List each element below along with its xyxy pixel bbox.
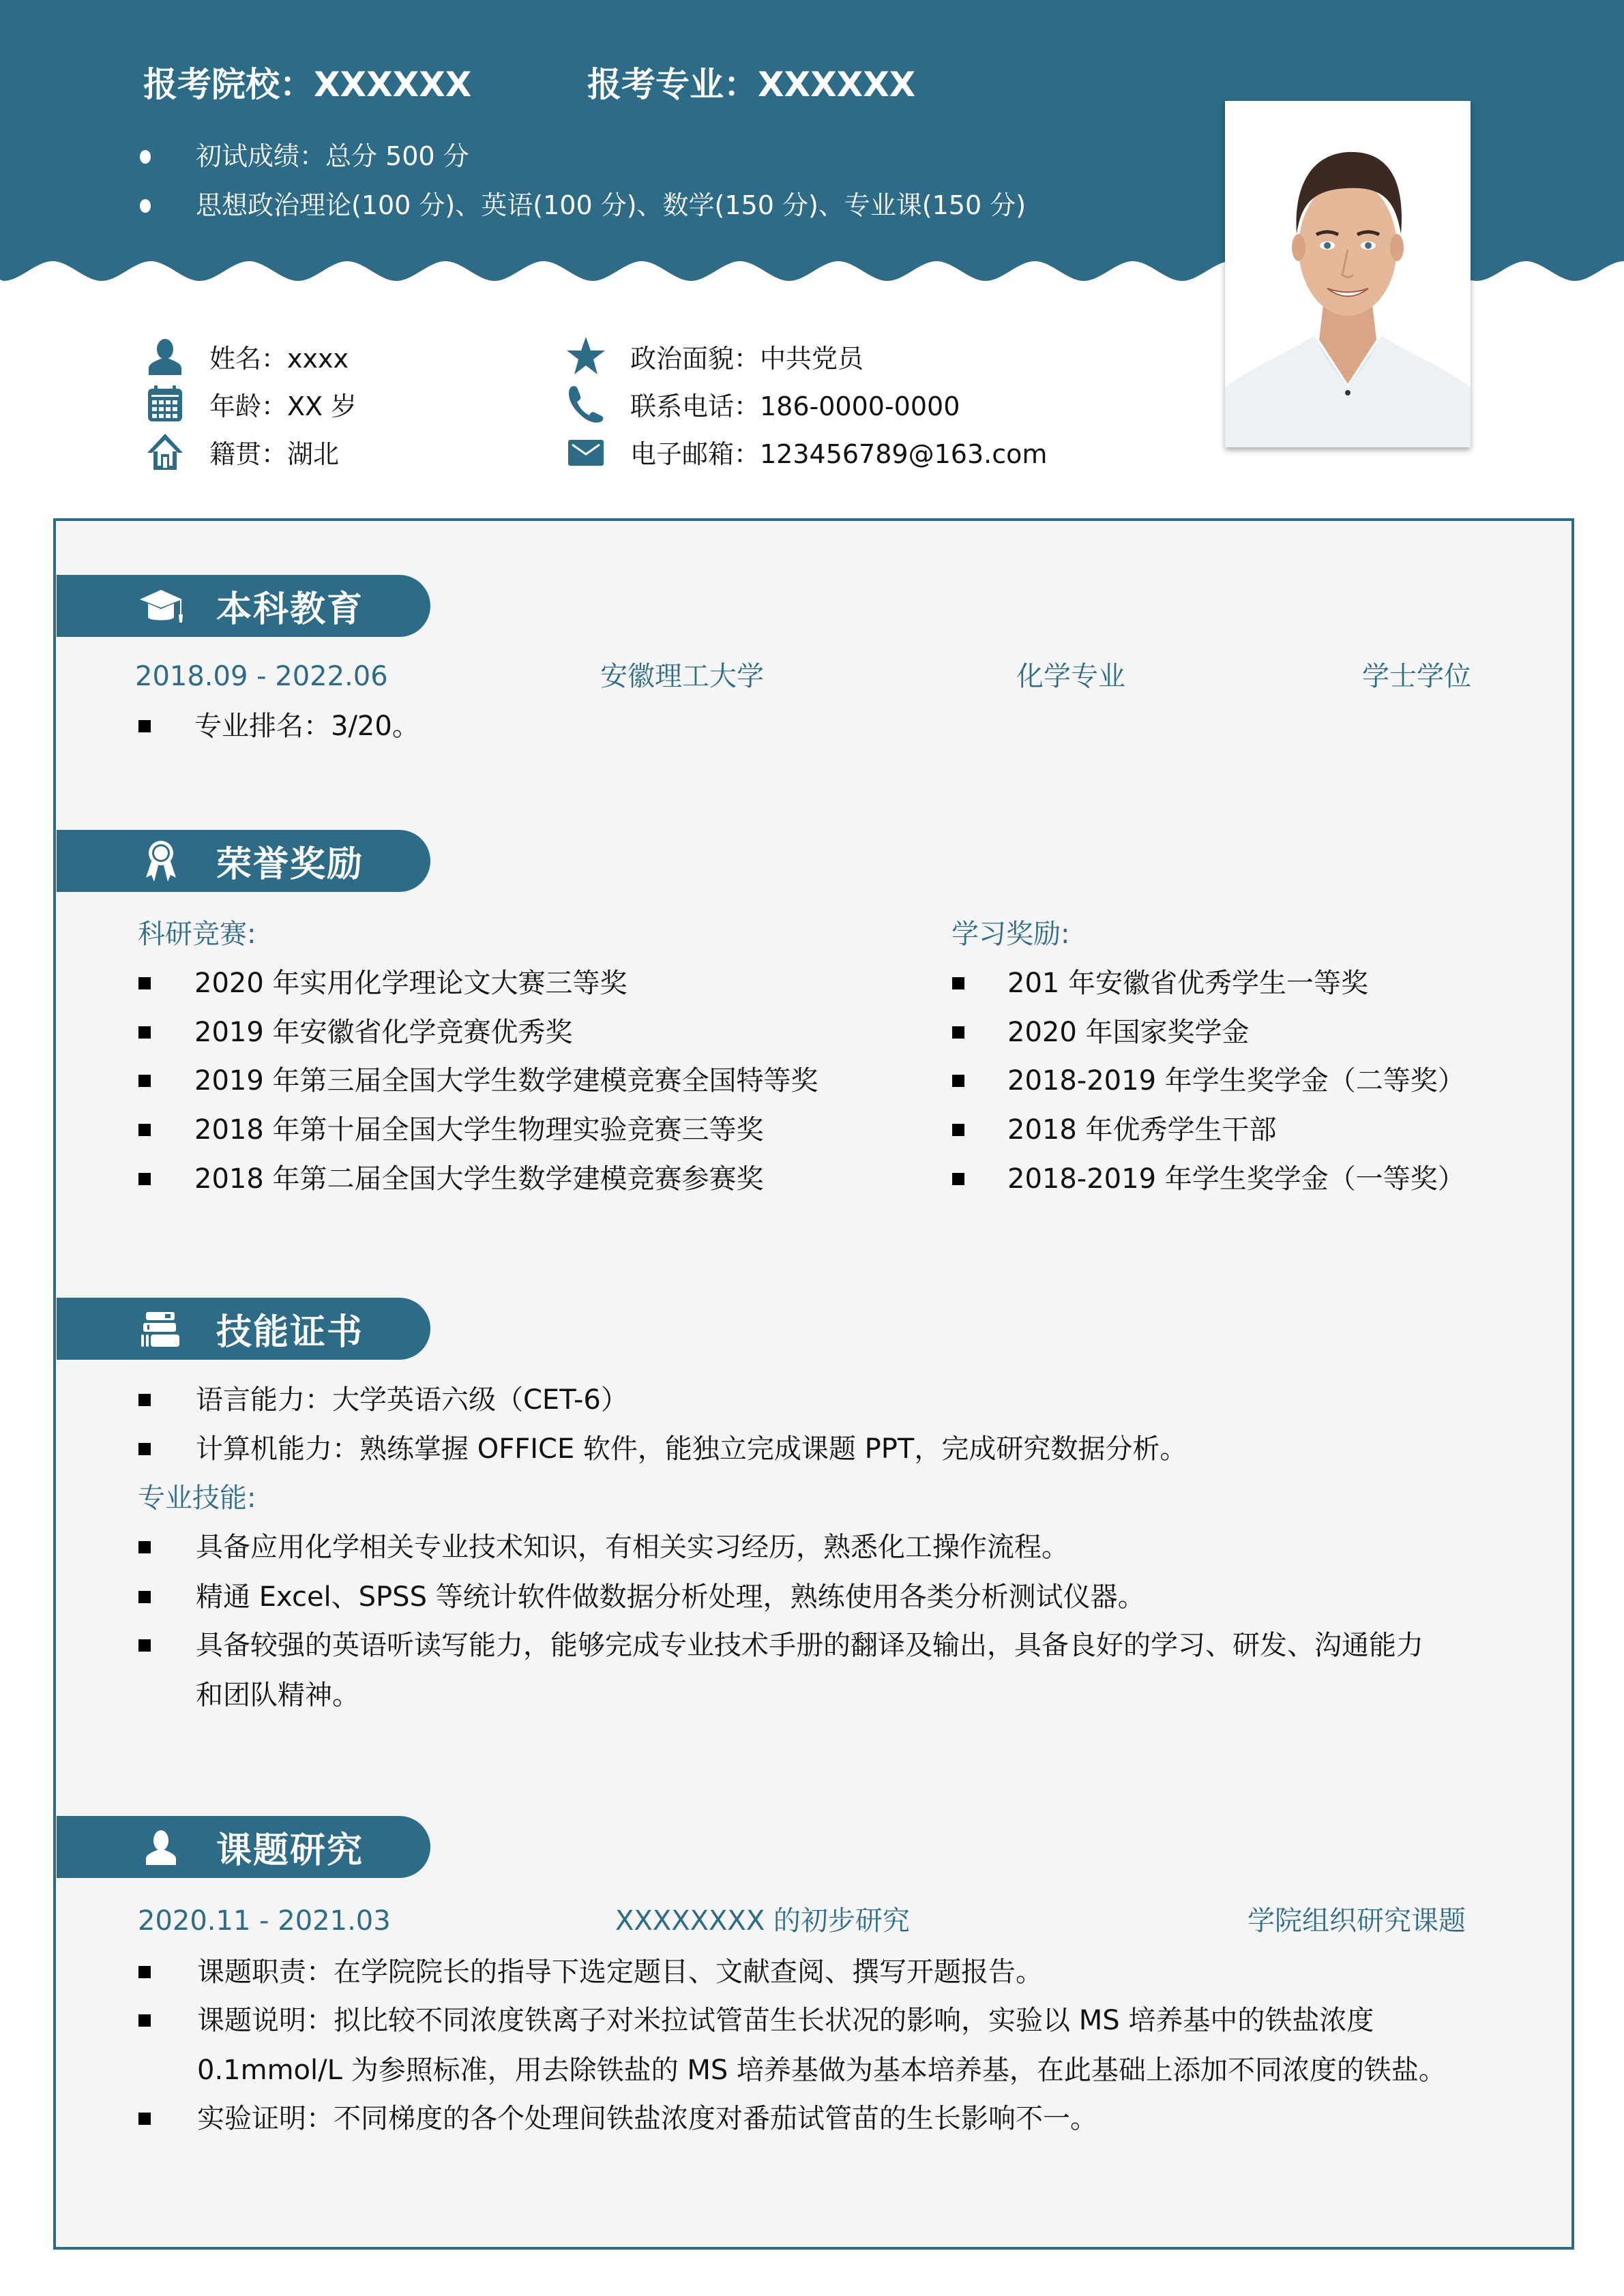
info-email-text: 电子邮箱：123456789@163.com [630,438,1048,469]
section-title-research: 课题研究 [216,1830,364,1871]
research-type: 学院组织研究课题 [1247,1905,1466,1937]
square-bullet-icon [952,1124,964,1136]
bullet-dot [140,150,151,164]
square-bullet-icon [138,720,151,732]
star-icon [566,336,606,376]
square-bullet-icon [138,1124,151,1136]
phone-icon [566,384,606,423]
list-item: 2018 年优秀学生干部 [952,1111,1277,1149]
info-hometown-text: 籍贯：湖北 [209,438,340,469]
honors-right-label: 学习奖励: [951,919,1070,950]
target-major: 报考专业：XXXXXX [587,65,916,104]
list-item: 具备应用化学相关专业技术知识，有相关实习经历，熟悉化工操作流程。 [138,1528,1069,1566]
square-bullet-icon [138,2014,151,2027]
portrait-illustration [1225,101,1471,447]
square-bullet-icon [138,1591,151,1603]
square-bullet-icon [138,1026,151,1039]
list-item-continuation: 和团队精神。 [196,1680,359,1711]
list-item: 2020 年国家奖学金 [952,1013,1250,1052]
list-item: 实验证明：不同梯度的各个处理间铁盐浓度对番茄试管苗的生长影响不一。 [138,2100,1097,2138]
mail-icon [566,432,606,471]
honors-left-label: 科研竞赛: [138,919,256,950]
person-icon [137,1823,185,1871]
square-bullet-icon [138,1173,151,1185]
list-item: 计算机能力：熟练掌握 OFFICE 软件，能独立完成课题 PPT，完成研究数据分析。 [138,1430,1187,1468]
award-ribbon-icon [137,837,185,885]
header-bullet-subjects: 思想政治理论(100 分)、英语(100 分)、数学(150 分)、专业课(150 分) [196,190,1027,220]
square-bullet-icon [952,1026,964,1039]
section-header-honors [57,830,430,892]
research-date: 2020.11 - 2021.03 [138,1905,391,1937]
education-major: 化学专业 [1016,661,1125,692]
list-item: 2018-2019 年学生奖学金（二等奖） [952,1062,1465,1100]
square-bullet-icon [138,1394,151,1406]
section-header-skills [57,1298,430,1360]
education-bullet: 专业排名：3/20。 [138,707,419,745]
info-name-text: 姓名：xxxx [209,343,349,374]
list-item: 具备较强的英语听读写能力，能够完成专业技术手册的翻译及输出，具备良好的学习、研发、沟通能力 [138,1626,1423,1665]
square-bullet-icon [952,977,964,989]
square-bullet-icon [138,1639,151,1652]
info-phone-text: 联系电话：186-0000-0000 [630,391,960,421]
list-item: 2018 年第二届全国大学生数学建模竞赛参赛奖 [138,1160,764,1198]
square-bullet-icon [138,1966,151,1978]
section-title-skills: 技能证书 [216,1312,364,1353]
square-bullet-icon [138,2113,151,2125]
list-item: 2019 年安徽省化学竞赛优秀奖 [138,1013,573,1052]
graduation-cap-icon [137,582,185,630]
list-item: 2018 年第十届全国大学生物理实验竞赛三等奖 [138,1111,764,1149]
calendar-icon [145,384,185,423]
list-item: 课题职责：在学院院长的指导下选定题目、文献查阅、撰写开题报告。 [138,1953,1043,1991]
square-bullet-icon [952,1075,964,1087]
info-phone [566,383,960,424]
education-degree: 学士学位 [1362,661,1471,692]
section-title-honors: 荣誉奖励 [216,844,364,885]
list-item: 201 年安徽省优秀学生一等奖 [952,964,1368,1002]
list-item: 精通 Excel、SPSS 等统计软件做数据分析处理，熟练使用各类分析测试仪器。 [138,1578,1145,1616]
info-age [145,383,357,424]
bullet-dot [140,199,151,213]
square-bullet-icon [138,1075,151,1087]
info-email [566,431,1047,472]
square-bullet-icon [138,977,151,989]
info-age-text: 年龄：XX 岁 [209,391,357,421]
section-header-research [57,1816,430,1878]
research-topic: XXXXXXXX 的初步研究 [615,1905,910,1937]
list-item: 2020 年实用化学理论文大赛三等奖 [138,964,628,1002]
education-school: 安徽理工大学 [600,661,764,692]
info-hometown [145,431,339,472]
list-item: 2018-2019 年学生奖学金（一等奖） [952,1160,1465,1198]
section-title-education: 本科教育 [216,589,364,630]
list-item: 语言能力：大学英语六级（CET-6） [138,1381,628,1419]
section-header-education [57,575,430,637]
list-item: 课题说明：拟比较不同浓度铁离子对米拉试管苗生长状况的影响，实验以 MS 培养基中的铁盐浓度 [138,2001,1374,2040]
profile-photo [1225,101,1471,447]
person-icon [145,336,185,376]
list-item: 2019 年第三届全国大学生数学建模竞赛全国特等奖 [138,1062,818,1100]
info-name [145,336,349,376]
books-icon [137,1305,185,1353]
info-political [566,336,863,376]
header-bullet-score: 初试成绩：总分 500 分 [196,141,469,171]
skills-pro-label: 专业技能: [138,1482,256,1514]
info-political-text: 政治面貌：中共党员 [630,343,864,374]
list-item-continuation: 0.1mmol/L 为参照标准，用去除铁盐的 MS 培养基做为基本培养基，在此基础上添加不同浓度的铁盐。 [197,2055,1446,2086]
square-bullet-icon [138,1541,151,1553]
square-bullet-icon [138,1443,151,1455]
home-icon [145,432,185,471]
education-date: 2018.09 - 2022.06 [135,661,388,692]
target-school: 报考院校：XXXXXX [143,65,472,104]
square-bullet-icon [952,1173,964,1185]
